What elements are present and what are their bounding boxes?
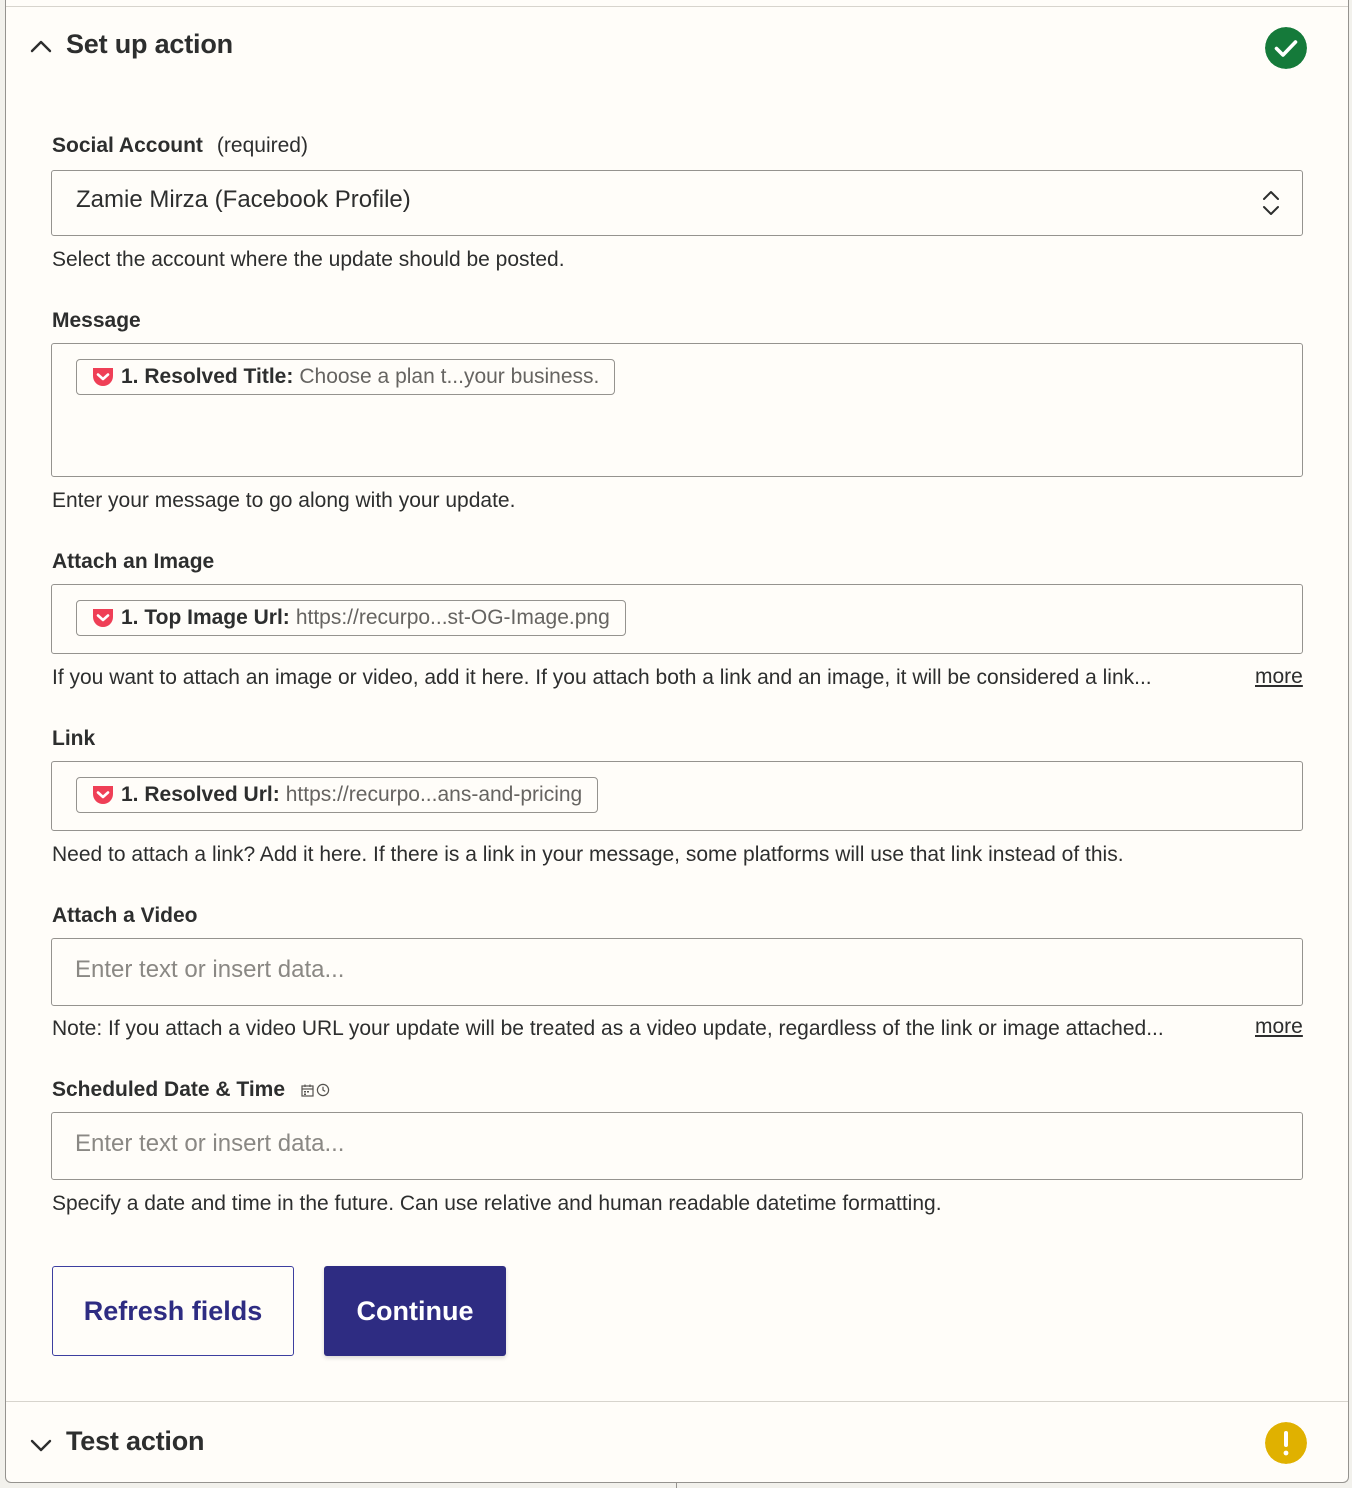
attach-video-input[interactable]: [51, 938, 1303, 1006]
chevron-down-icon[interactable]: [28, 1432, 54, 1458]
pill-key: 1. Resolved Title:: [121, 365, 294, 388]
chevron-up-icon[interactable]: [28, 34, 54, 60]
attach-video-help: Note: If you attach a video URL your update will be treated as a video update, regardless of the link or image attached...: [52, 1017, 1164, 1040]
scheduled-label: [52, 1078, 330, 1102]
bottom-divider-tick: [676, 1483, 677, 1488]
message-data-pill[interactable]: [76, 359, 615, 395]
link-data-pill[interactable]: [76, 777, 598, 813]
attach-image-label: Attach an Image: [52, 550, 215, 573]
continue-button[interactable]: Continue: [324, 1266, 506, 1356]
pocket-icon: [91, 366, 115, 388]
link-help: Need to attach a link? Add it here. If there is a link in your message, some platforms will use that link instead of this.: [52, 843, 1124, 866]
attach-image-more-link[interactable]: more: [1255, 665, 1303, 688]
social-account-help: Select the account where the update should be posted.: [52, 248, 565, 271]
scheduled-placeholder: Enter text or insert data...: [75, 1130, 345, 1157]
check-circle-icon: [1265, 27, 1307, 69]
message-help: Enter your message to go along with your update.: [52, 489, 516, 512]
attach-image-field[interactable]: [51, 584, 1303, 654]
link-field[interactable]: [51, 761, 1303, 831]
social-account-label-text: Social Account: [52, 134, 203, 157]
attach-image-help: If you want to attach an image or video, add it here. If you attach both a link and an image, it will be considered a link...: [52, 666, 1152, 689]
setup-section-header[interactable]: [6, 7, 1348, 87]
pill-key: 1. Resolved Url:: [121, 783, 280, 806]
pill-key: 1. Top Image Url:: [121, 606, 290, 629]
setup-section-title: Set up action: [66, 29, 233, 59]
pill-value: https://recurpo...st-OG-Image.png: [295, 606, 610, 629]
select-arrows-icon: [1260, 188, 1282, 218]
pill-value: https://recurpo...ans-and-pricing: [285, 783, 583, 806]
social-account-select[interactable]: [51, 170, 1303, 236]
attach-video-more-link[interactable]: more: [1255, 1015, 1303, 1038]
scheduled-label-text: Scheduled Date & Time: [52, 1078, 286, 1101]
message-label: Message: [52, 309, 141, 332]
social-account-label: [52, 134, 308, 158]
test-section-header[interactable]: [6, 1401, 1348, 1481]
pocket-icon: [91, 784, 115, 806]
attach-video-label: Attach a Video: [52, 904, 198, 927]
action-panel: [5, 0, 1349, 1483]
scheduled-input[interactable]: [51, 1112, 1303, 1180]
scheduled-help: Specify a date and time in the future. Can use relative and human readable datetime formatting.: [52, 1192, 942, 1215]
calendar-icon: [301, 1084, 314, 1097]
test-section-title: Test action: [66, 1426, 205, 1456]
clock-icon: [316, 1083, 330, 1097]
social-account-value: Zamie Mirza (Facebook Profile): [76, 186, 411, 213]
required-tag: (required): [216, 134, 308, 157]
attach-video-placeholder: Enter text or insert data...: [75, 956, 345, 983]
warning-circle-icon: [1265, 1422, 1307, 1464]
refresh-fields-button[interactable]: Refresh fields: [52, 1266, 294, 1356]
pill-value: Choose a plan t...your business.: [299, 365, 600, 388]
pocket-icon: [91, 607, 115, 629]
message-field[interactable]: [51, 343, 1303, 477]
date-time-icons: [301, 1083, 330, 1097]
link-label: Link: [52, 727, 96, 750]
attach-image-data-pill[interactable]: [76, 600, 626, 636]
